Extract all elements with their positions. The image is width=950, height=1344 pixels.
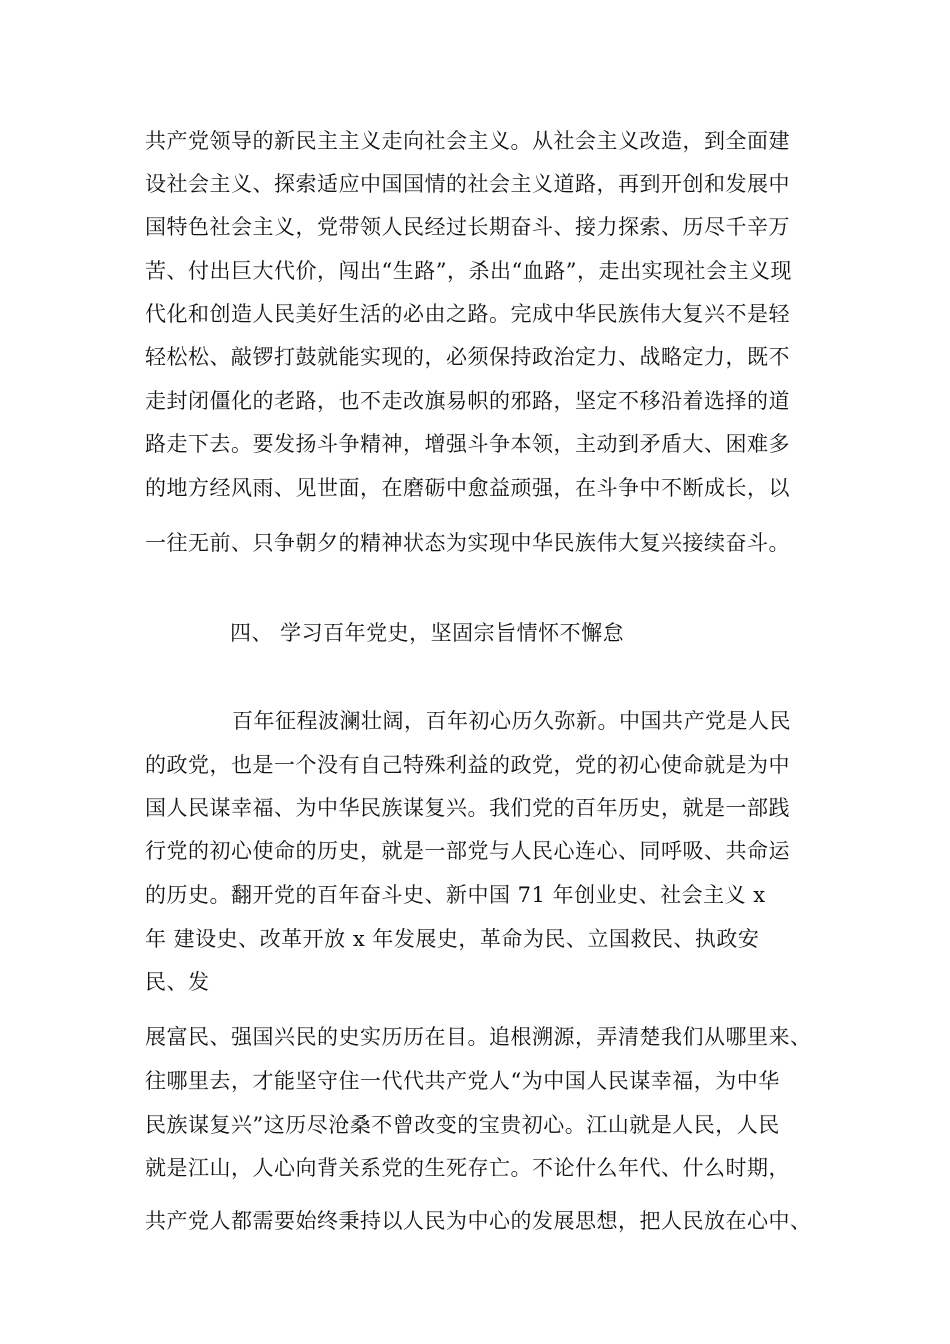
paragraph-line: 苦、付出巨大代价，闯出“生路”，杀出“血路”，走出实现社会主义现 xyxy=(145,259,792,283)
paragraph-line: 往哪里去，才能坚守住一代代共产党人“为中国人民谋幸福，为中华 xyxy=(145,1069,780,1093)
paragraph-line: 百年征程波澜壮阔，百年初心历久弥新。中国共产党是人民 xyxy=(232,709,791,733)
section-heading: 四、 学习百年党史，坚固宗旨情怀不懈怠 xyxy=(230,621,625,645)
paragraph-line: 国人民谋幸福、为中华民族谋复兴。我们党的百年历史，就是一部践 xyxy=(145,796,790,820)
paragraph-line: 走封闭僵化的老路，也不走改旗易帜的邪路，坚定不移沿着选择的道 xyxy=(145,389,790,413)
paragraph-line: 的历史。翻开党的百年奋斗史、新中国 71 年创业史、社会主义 x xyxy=(145,883,766,907)
paragraph-line: 的政党，也是一个没有自己特殊利益的政党，党的初心使命就是为中 xyxy=(145,753,790,777)
paragraph-line: 的地方经风雨、见世面，在磨砺中愈益顽强，在斗争中不断成长，以 xyxy=(145,476,790,500)
paragraph-line: 国特色社会主义，党带领人民经过长期奋斗、接力探索、历尽千辛万 xyxy=(145,215,790,239)
paragraph-line: 共产党人都需要始终秉持以人民为中心的发展思想，把人民放在心中、 xyxy=(145,1209,812,1233)
paragraph-line: 行党的初心使命的历史，就是一部党与人民心连心、同呼吸、共命运 xyxy=(145,839,790,863)
paragraph-line: 轻松松、敲锣打鼓就能实现的，必须保持政治定力、战略定力，既不 xyxy=(145,345,790,369)
paragraph-line: 年 建设史、改革开放 x 年发展史，革命为民、立国救民、执政安 xyxy=(145,927,760,951)
paragraph-line: 代化和创造人民美好生活的必由之路。完成中华民族伟大复兴不是轻 xyxy=(145,302,790,326)
paragraph-line: 民、发 xyxy=(145,970,210,994)
paragraph-line: 路走下去。要发扬斗争精神，增强斗争本领，主动到矛盾大、困难多 xyxy=(145,432,790,456)
paragraph-line: 展富民、强国兴民的史实历历在目。追根溯源，弄清楚我们从哪里来、 xyxy=(145,1025,812,1049)
paragraph-line: 设社会主义、探索适应中国国情的社会主义道路，再到开创和发展中 xyxy=(145,172,790,196)
paragraph-line: 共产党领导的新民主主义走向社会主义。从社会主义改造，到全面建 xyxy=(145,129,790,153)
paragraph-line: 民族谋复兴”这历尽沧桑不曾改变的宝贵初心。江山就是人民，人民 xyxy=(145,1113,780,1137)
paragraph-line: 就是江山，人心向背关系党的生死存亡。不论什么年代、什么时期， xyxy=(145,1156,790,1180)
paragraph-line: 一往无前、只争朝夕的精神状态为实现中华民族伟大复兴接续奋斗。 xyxy=(145,531,790,555)
